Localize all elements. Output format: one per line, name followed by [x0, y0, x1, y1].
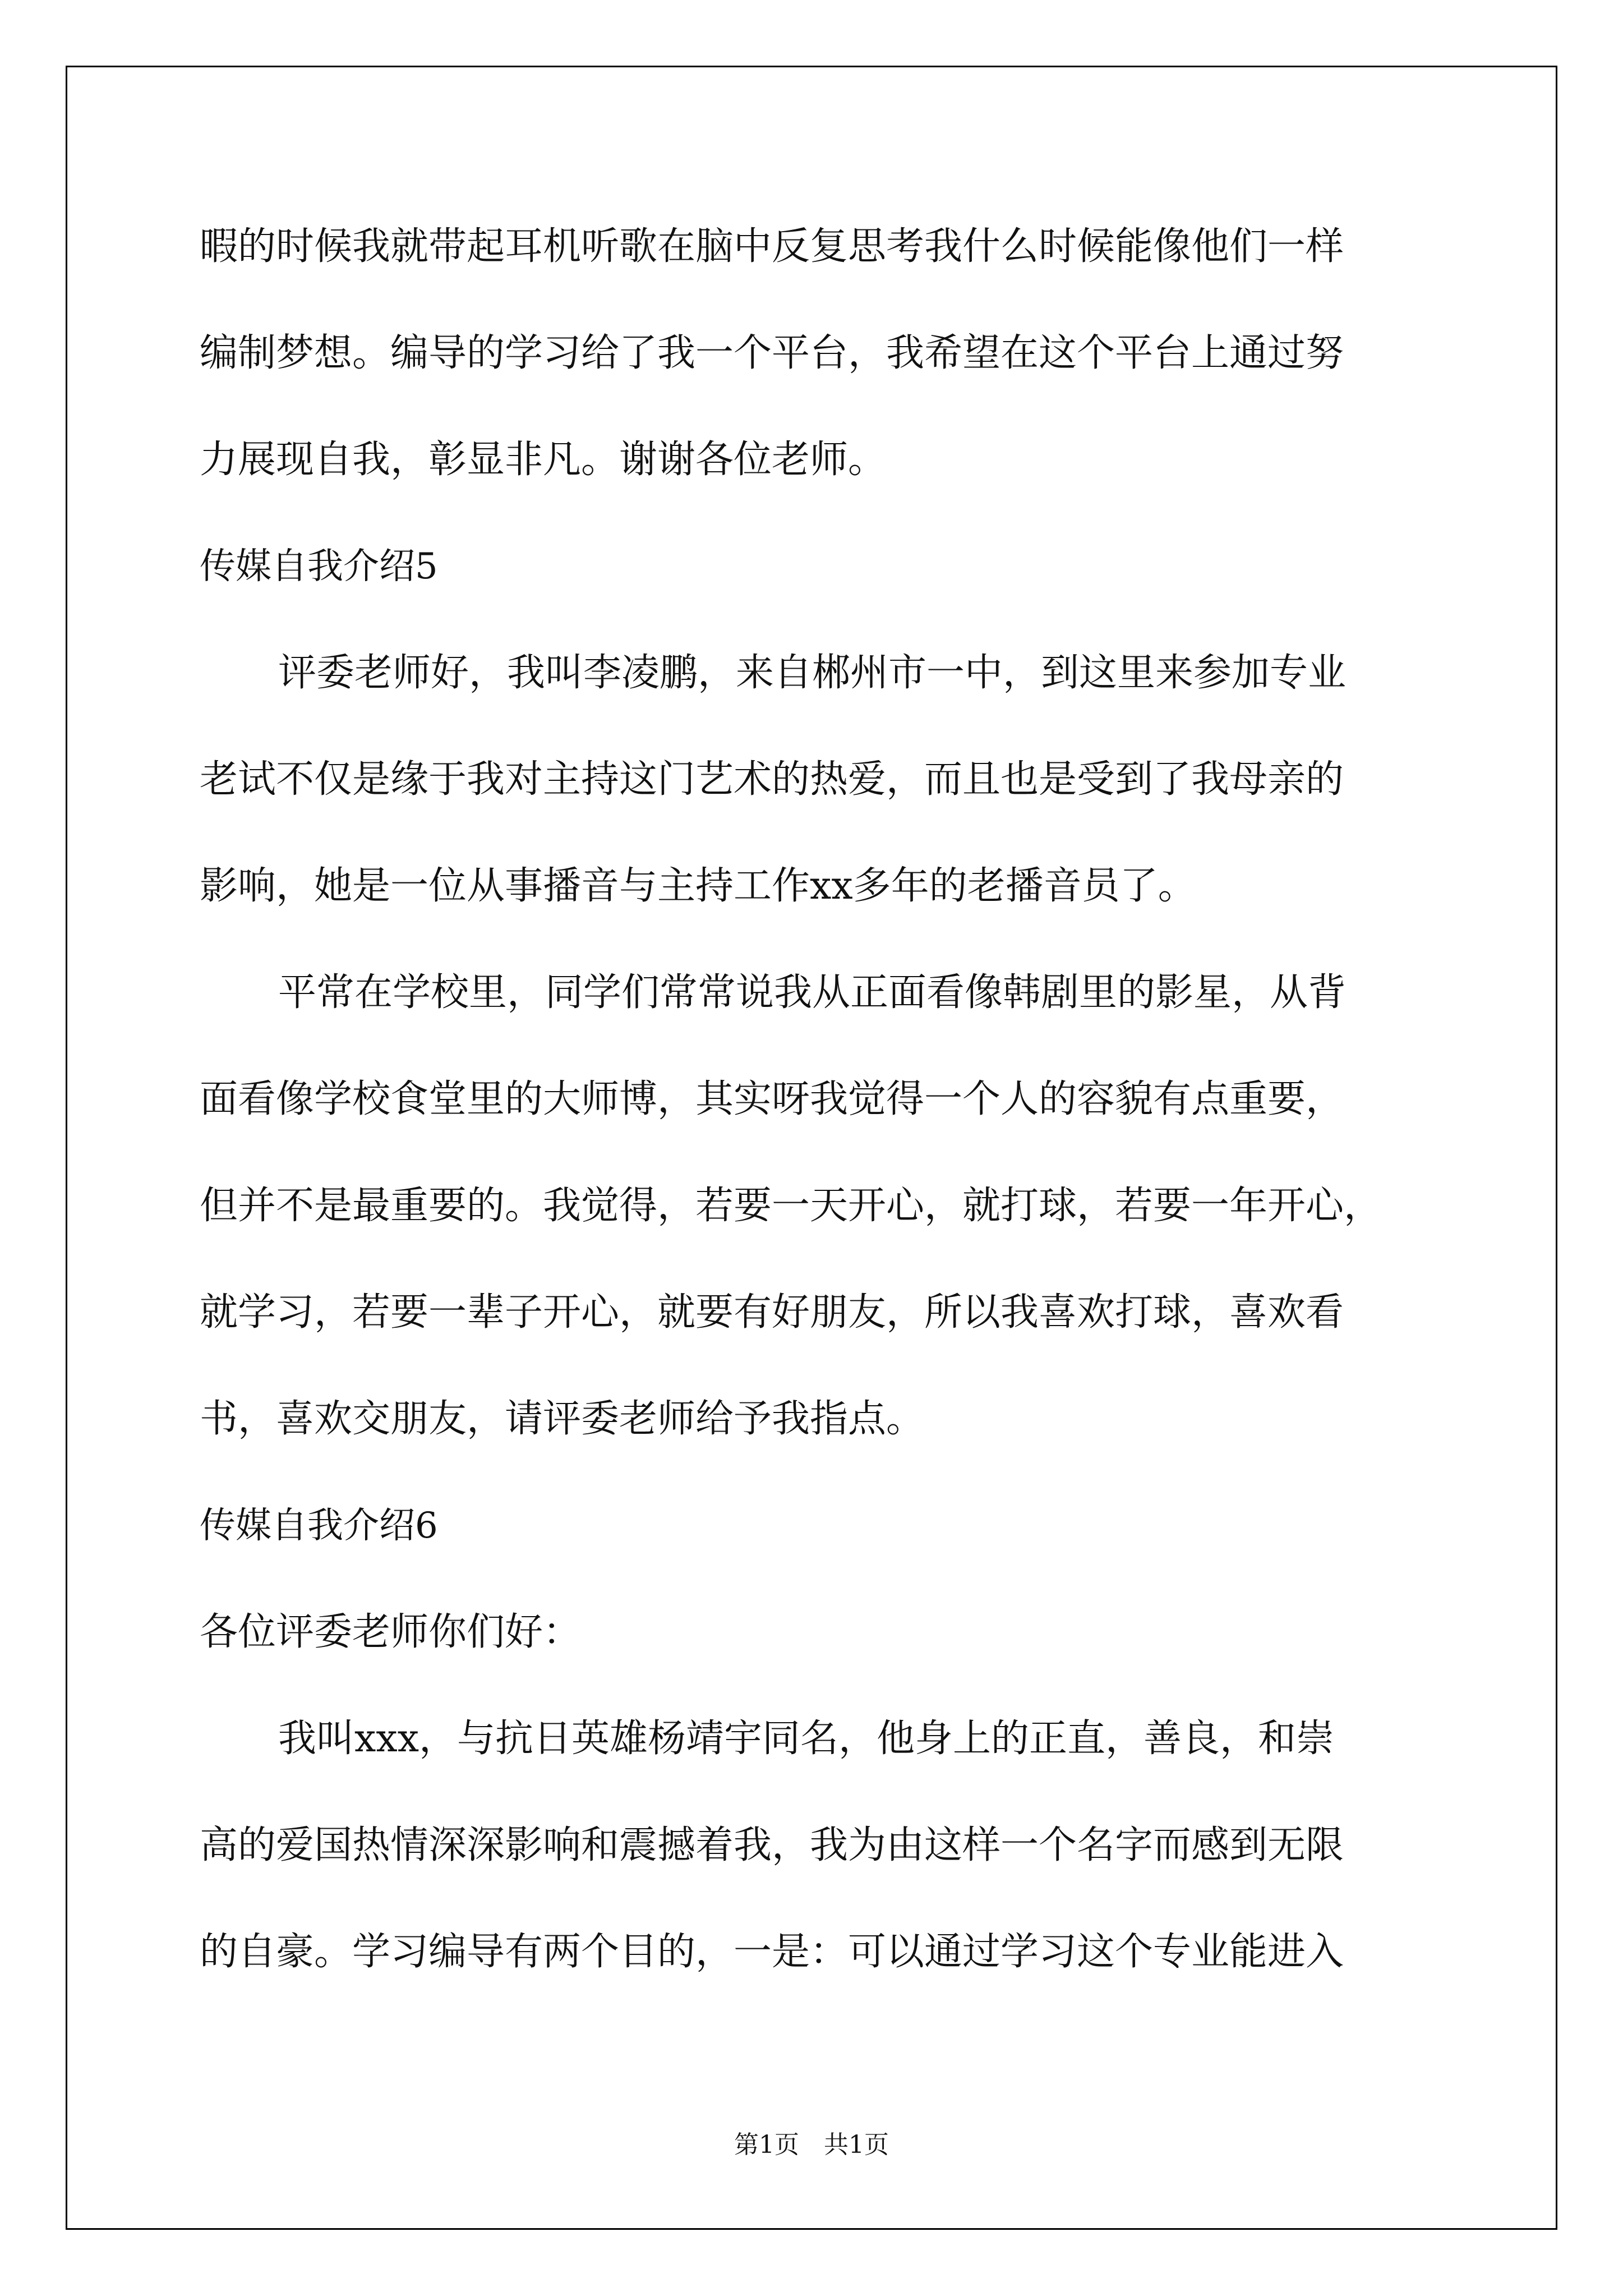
text-line: 我叫xxx，与抗日英雄杨靖宇同名，他身上的正直，善良，和崇 — [278, 1717, 1335, 1761]
section-heading: 传媒自我介绍5 — [200, 546, 438, 587]
text-line: 面看像学校食堂里的大师博，其实呀我觉得一个人的容貌有点重要， — [200, 1077, 1344, 1121]
text-line: 书，喜欢交朋友，请评委老师给予我指点。 — [200, 1397, 925, 1441]
text-line: 高的爱国热情深深影响和震撼着我，我为由这样一个名字而感到无限 — [200, 1823, 1344, 1867]
text-line: 平常在学校里，同学们常常说我从正面看像韩剧里的影星，从背 — [278, 970, 1347, 1015]
text-line: 暇的时候我就带起耳机听歌在脑中反复思考我什么时候能像他们一样 — [200, 224, 1344, 269]
page-footer — [0, 2129, 1623, 2161]
page-total: 共1页 — [824, 2131, 889, 2159]
section-heading: 传媒自我介绍6 — [200, 1505, 438, 1547]
text-line: 老试不仅是缘于我对主持这门艺术的热爱，而且也是受到了我母亲的 — [200, 757, 1344, 802]
page-border — [66, 66, 1557, 2230]
text-line: 影响，她是一位从事播音与主持工作xx多年的老播音员了。 — [200, 864, 1196, 908]
text-line: 但并不是最重要的。我觉得，若要一天开心，就打球，若要一年开心， — [200, 1184, 1382, 1228]
page-number: 第1页 — [734, 2131, 799, 2159]
text-line: 的自豪。学习编导有两个目的，一是：可以通过学习这个专业能进入 — [200, 1930, 1344, 1974]
text-line: 各位评委老师你们好： — [200, 1610, 582, 1654]
text-line: 编制梦想。编导的学习给了我一个平台，我希望在这个平台上通过努 — [200, 331, 1344, 375]
text-line: 就学习，若要一辈子开心，就要有好朋友，所以我喜欢打球，喜欢看 — [200, 1290, 1344, 1335]
text-line: 评委老师好，我叫李凌鹏，来自郴州市一中，到这里来参加专业 — [278, 651, 1347, 695]
text-line: 力展现自我，彰显非凡。谢谢各位老师。 — [200, 438, 887, 482]
